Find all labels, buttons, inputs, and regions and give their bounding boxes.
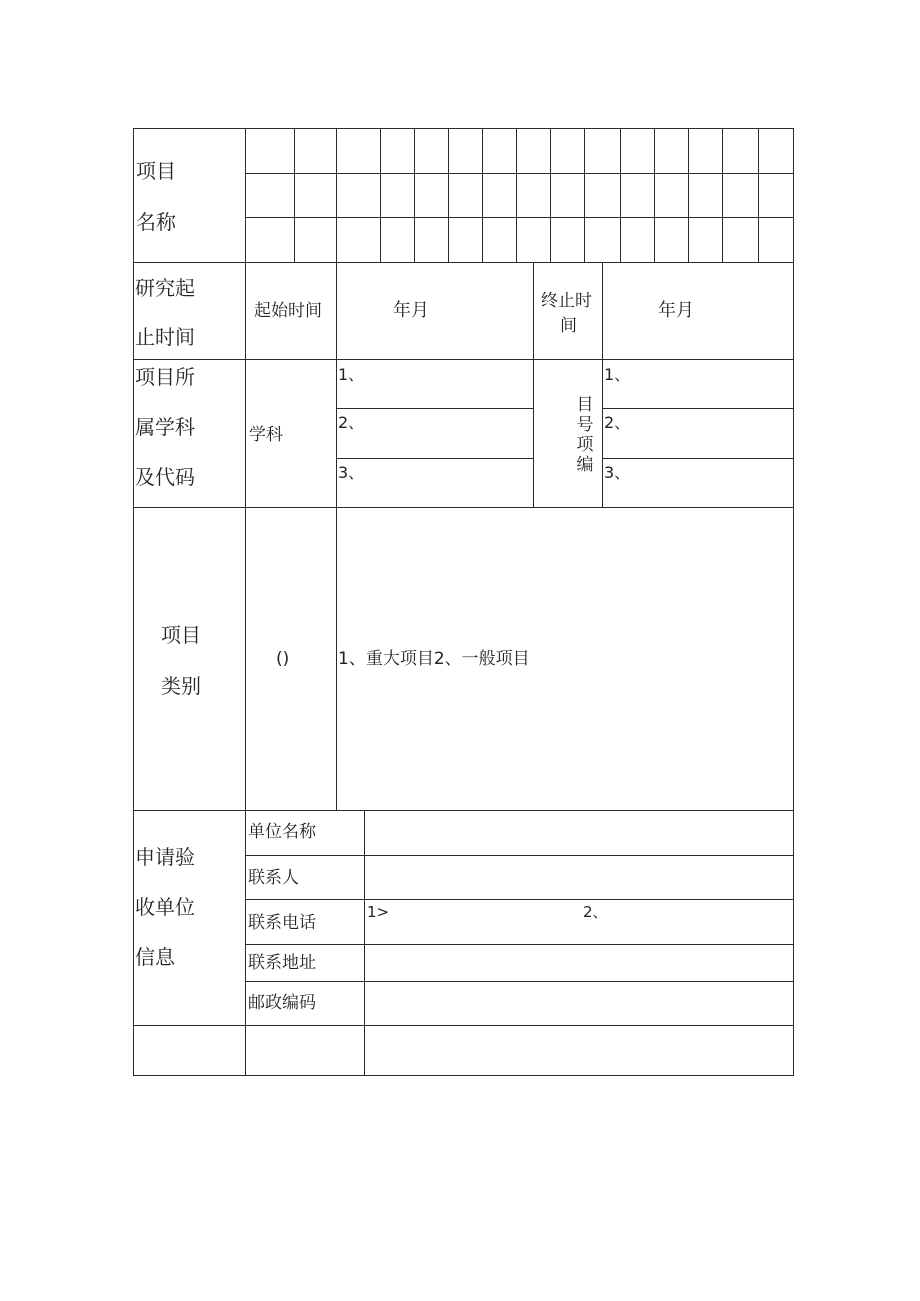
postcode-label: 邮政编码 <box>248 993 316 1013</box>
code-item[interactable]: 3、 <box>604 463 631 482</box>
table-border-right <box>793 128 794 1076</box>
name-grid-line <box>336 128 337 263</box>
name-grid-line <box>294 128 295 263</box>
subject-line <box>336 408 534 409</box>
name-grid-line <box>448 128 449 263</box>
unit-divider <box>364 810 365 1076</box>
start-time-value[interactable]: 年月 <box>393 300 429 321</box>
start-time-label: 起始时间 <box>254 301 322 321</box>
code-label: 目号项编 <box>576 395 594 475</box>
category-label: 项目 <box>161 623 201 647</box>
category-options: 1、重大项目2、一般项目 <box>338 649 530 669</box>
name-grid-line <box>380 128 381 263</box>
row-divider <box>133 1025 794 1026</box>
subject-item[interactable]: 2、 <box>338 413 365 432</box>
table-border-left <box>133 128 134 1076</box>
table-border-top <box>133 128 794 129</box>
label-column-divider <box>245 128 246 1076</box>
unit-info-label: 收单位 <box>135 895 195 919</box>
name-grid-line <box>550 128 551 263</box>
name-grid-line <box>620 128 621 263</box>
name-grid-line <box>414 128 415 263</box>
row-divider <box>133 359 794 360</box>
name-grid-line <box>516 128 517 263</box>
phone-label: 联系电话 <box>248 913 316 933</box>
end-time-label: 终止时 <box>541 291 592 311</box>
name-grid-line <box>245 217 794 218</box>
code-line <box>602 408 794 409</box>
name-grid-line <box>688 128 689 263</box>
subject-label: 项目所 <box>135 365 195 389</box>
subject-item[interactable]: 1、 <box>338 365 365 384</box>
research-period-label: 止时间 <box>135 325 195 349</box>
contact-label: 联系人 <box>248 868 299 888</box>
name-grid-line <box>758 128 759 263</box>
subject-divider <box>533 359 534 508</box>
row-divider <box>133 262 794 263</box>
category-choice[interactable]: () <box>276 649 290 669</box>
end-time-value[interactable]: 年月 <box>658 300 694 321</box>
subject-line <box>336 458 534 459</box>
discipline-label: 学科 <box>249 425 283 445</box>
name-grid-line <box>722 128 723 263</box>
name-grid-line <box>654 128 655 263</box>
subject-divider <box>336 359 337 811</box>
unit-info-label: 信息 <box>135 945 175 969</box>
code-line <box>602 458 794 459</box>
unit-line <box>245 944 794 945</box>
project-name-label: 名称 <box>136 210 176 234</box>
research-period-label: 研究起 <box>135 276 195 300</box>
phone-2[interactable]: 2、 <box>583 903 608 921</box>
row-divider <box>133 810 794 811</box>
project-name-label: 项目 <box>136 159 176 183</box>
phone-1[interactable]: 1> <box>367 903 390 921</box>
name-grid-line <box>584 128 585 263</box>
category-label: 类别 <box>161 674 201 698</box>
end-time-label: 间 <box>560 316 577 336</box>
table-border-bottom <box>133 1075 794 1076</box>
unit-info-label: 申请验 <box>135 845 195 869</box>
address-label: 联系地址 <box>248 953 316 973</box>
period-divider <box>602 262 603 360</box>
period-divider <box>533 262 534 360</box>
name-grid-line <box>482 128 483 263</box>
subject-label: 及代码 <box>135 465 195 489</box>
code-item[interactable]: 1、 <box>604 365 631 384</box>
unit-line <box>245 981 794 982</box>
period-divider <box>336 262 337 360</box>
unit-line <box>245 855 794 856</box>
name-grid-line <box>245 173 794 174</box>
subject-label: 属学科 <box>135 415 195 439</box>
row-divider <box>133 507 794 508</box>
subject-item[interactable]: 3、 <box>338 463 365 482</box>
unit-name-label: 单位名称 <box>248 822 316 842</box>
subject-divider <box>602 359 603 508</box>
unit-line <box>245 899 794 900</box>
code-item[interactable]: 2、 <box>604 413 631 432</box>
